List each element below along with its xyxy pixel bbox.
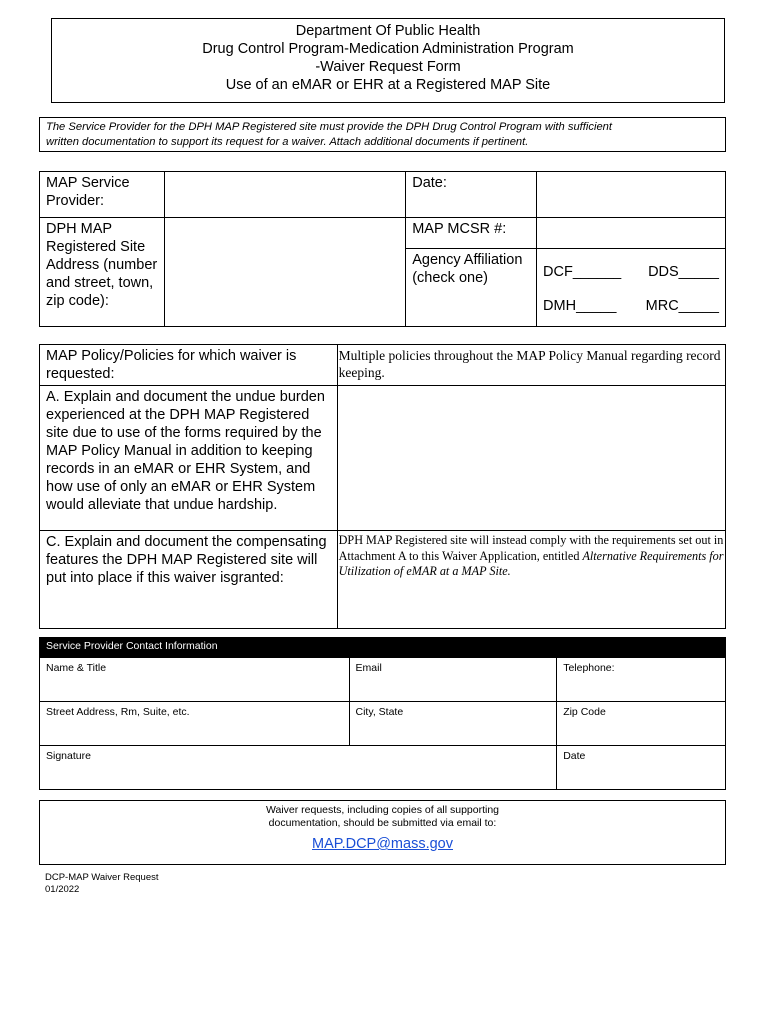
street-label: Street Address, Rm, Suite, etc. [46, 706, 190, 718]
date-field[interactable] [537, 172, 726, 218]
telephone-label: Telephone: [563, 662, 615, 674]
compensating-field[interactable] [337, 531, 725, 629]
signature-field[interactable] [40, 746, 557, 790]
address-field[interactable] [164, 218, 405, 327]
submission-box [39, 800, 726, 865]
date-label: Date: [406, 172, 537, 218]
department-title: Department Of Public Health [295, 23, 481, 39]
option-dmh[interactable]: DMH_____ [543, 298, 617, 314]
burden-field[interactable] [337, 386, 725, 531]
policy-table [39, 344, 726, 629]
submission-email-link[interactable]: MAP.DCP@mass.gov [312, 836, 453, 852]
contact-table [39, 637, 726, 790]
name-title-label: Name & Title [46, 662, 107, 674]
policy-label: MAP Policy/Policies for which waiver is requested: [40, 345, 338, 386]
contact-date-label: Date [563, 750, 586, 762]
mcsr-field[interactable] [537, 218, 726, 249]
program-title: Drug Control Program-Medication Administration Program [202, 41, 574, 57]
telephone-field[interactable] [557, 658, 726, 702]
submission-line-1: Waiver requests, including copies of all supporting [265, 804, 500, 816]
intro-line-1: The Service Provider for the DPH MAP Registered site must provide the DPH Drug Control Program with sufficient [46, 121, 613, 133]
signature-label: Signature [46, 750, 91, 762]
email-label: Email [355, 662, 382, 674]
footer-form-name: DCP-MAP Waiver Request [45, 872, 159, 883]
compensating-text: DPH MAP Registered site will instead comply with the requirements set out in Attachment A to this Waiver Application, entitled [338, 533, 724, 563]
zip-field[interactable] [557, 702, 726, 746]
intro-line-2: written documentation to support its request for a waiver. Attach additional documents if pertinent. [46, 136, 529, 148]
footer-date: 01/2022 [45, 884, 80, 895]
contact-heading: Service Provider Contact Information [40, 638, 726, 658]
name-title-field[interactable] [40, 658, 350, 702]
contact-date-field[interactable] [557, 746, 726, 790]
intro-note [39, 117, 726, 152]
burden-label: A. Explain and document the undue burden experienced at the DPH MAP Registered site due to use of the forms required by the MAP Policy Manual in addition to keeping records in an eMAR or EHR System, and how use of only an eMAR or EHR System would alleviate that undue hardship. [40, 386, 338, 531]
attachment-title: Alternative Requirements for Utilization of eMAR at a MAP Site. [338, 548, 724, 578]
form-subtitle: Use of an eMAR or EHR at a Registered MAP Site [225, 77, 551, 93]
email-field[interactable] [349, 658, 557, 702]
provider-field[interactable] [164, 172, 405, 218]
form-title: -Waiver Request Form [315, 59, 461, 75]
zip-label: Zip Code [563, 706, 606, 718]
option-dds[interactable]: DDS_____ [648, 264, 719, 280]
mcsr-label: MAP MCSR #: [406, 218, 537, 249]
form-title-box [51, 18, 725, 103]
policy-field[interactable]: Multiple policies throughout the MAP Policy Manual regarding record keeping. [337, 345, 725, 386]
affiliation-options [537, 249, 726, 327]
compensating-label: C. Explain and document the compensating features the DPH MAP Registered site will put into place if this waiver isgranted: [40, 531, 338, 629]
option-dcf[interactable]: DCF______ [543, 264, 622, 280]
affiliation-label: Agency Affiliation (check one) [406, 249, 537, 327]
footer [45, 872, 159, 896]
option-mrc[interactable]: MRC_____ [645, 298, 719, 314]
provider-label: MAP Service Provider: [40, 172, 165, 218]
city-field[interactable] [349, 702, 557, 746]
street-field[interactable] [40, 702, 350, 746]
address-label: DPH MAP Registered Site Address (number and street, town, zip code): [40, 218, 165, 327]
city-label: City, State [355, 706, 404, 718]
submission-line-2: documentation, should be submitted via email to: [268, 817, 497, 829]
site-info-table [39, 171, 726, 327]
